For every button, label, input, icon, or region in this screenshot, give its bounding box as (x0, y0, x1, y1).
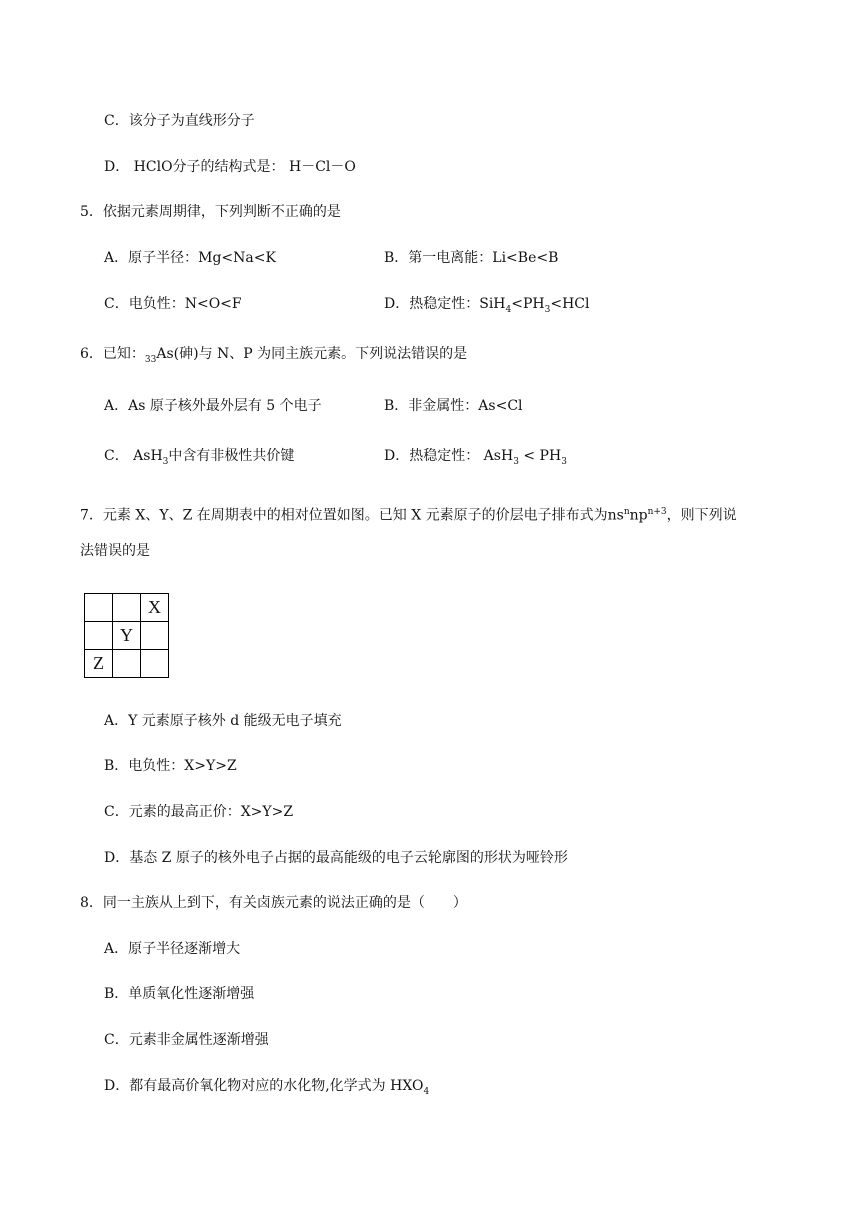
q6-d-mid: < PH (518, 448, 562, 464)
q8-option-c: C．元素非金属性逐渐增强 (104, 1032, 269, 1048)
q7-option-b: B．电负性：X>Y>Z (104, 758, 237, 774)
q6-atomic-number: 33 (144, 354, 157, 365)
periodic-position-grid (84, 593, 169, 678)
grid-cell (141, 650, 169, 678)
grid-cell-z: Z (85, 650, 113, 678)
q6-option-d (384, 446, 567, 472)
q7-sup2: n+3 (647, 507, 667, 517)
grid-cell (85, 622, 113, 650)
q5-option-c: C．电负性：N<O<F (104, 296, 242, 312)
q6-stem-rest: As(砷)与 N、P 为同主族元素。下列说法错误的是 (156, 346, 468, 362)
q8-option-a: A．原子半径逐渐增大 (104, 941, 241, 957)
q6-option-a: A．As 原子核外最外层有 5 个电子 (104, 398, 322, 414)
q4-option-c: C．该分子为直线形分子 (104, 113, 255, 129)
q7-np: np (629, 507, 648, 524)
q7-option-a: A．Y 元素原子核外 d 能级无电子填充 (104, 713, 342, 729)
q5-d-sub2: 3 (544, 304, 551, 315)
q7-stem-suffix: ，则下列说 (666, 507, 737, 524)
q6-c-sub: 3 (162, 456, 169, 467)
q5-option-a: A．原子半径：Mg<Na<K (104, 250, 276, 266)
q8-stem: 8．同一主族从上到下，有关卤族元素的说法正确的是（ ） (80, 895, 467, 911)
grid-cell-x: X (141, 594, 169, 622)
q7-option-d: D．基态 Z 原子的核外电子占据的最高能级的电子云轮廓图的形状为哑铃形 (104, 850, 568, 866)
q4-option-d: D． HClO分子的结构式是： H－Cl－O (104, 159, 356, 175)
grid-cell-y: Y (113, 622, 141, 650)
q5-option-d (384, 294, 589, 320)
q7-stem-line1 (80, 502, 737, 526)
q6-d-prefix: D．热稳定性： AsH (384, 448, 514, 464)
q6-option-c (104, 446, 294, 472)
q8-option-b: B．单质氧化性逐渐增强 (104, 986, 255, 1002)
q6-c-suffix: 中含有非极性共价键 (168, 448, 295, 464)
q5-d-sub1: 4 (505, 304, 512, 315)
q5-d-prefix: D．热稳定性：SiH (384, 296, 506, 312)
grid-cell (141, 622, 169, 650)
q6-stem (80, 344, 467, 370)
q6-c-prefix: C． AsH (104, 448, 163, 464)
q8-option-d (104, 1076, 429, 1102)
q5-stem: 5．依据元素周期律，下列判断不正确的是 (80, 204, 341, 220)
q7-stem-line2: 法错误的是 (80, 543, 150, 559)
q7-option-c: C．元素的最高正价：X>Y>Z (104, 804, 294, 820)
q7-stem-prefix: 7．元素 X、Y、Z 在周期表中的相对位置如图。已知 X 元素原子的价层电子排布式为ns (80, 507, 624, 524)
q6-option-b: B．非金属性：As<Cl (384, 398, 523, 414)
q8-d-prefix: D．都有最高价氧化物对应的水化物,化学式为 HXO (104, 1078, 424, 1094)
q6-stem-prefix: 6．已知： (80, 346, 145, 362)
q8-d-sub: 4 (423, 1086, 430, 1097)
q5-option-b: B．第一电离能：Li<Be<B (384, 250, 559, 266)
q5-d-mid: <PH (511, 296, 545, 312)
grid-cell (85, 594, 113, 622)
q6-d-sub1: 3 (513, 456, 519, 467)
grid-cell (113, 594, 141, 622)
q5-d-suffix: <HCl (550, 296, 590, 312)
grid-cell (113, 650, 141, 678)
q6-d-sub2: 3 (561, 456, 567, 467)
q7-sup1: n (623, 507, 630, 517)
